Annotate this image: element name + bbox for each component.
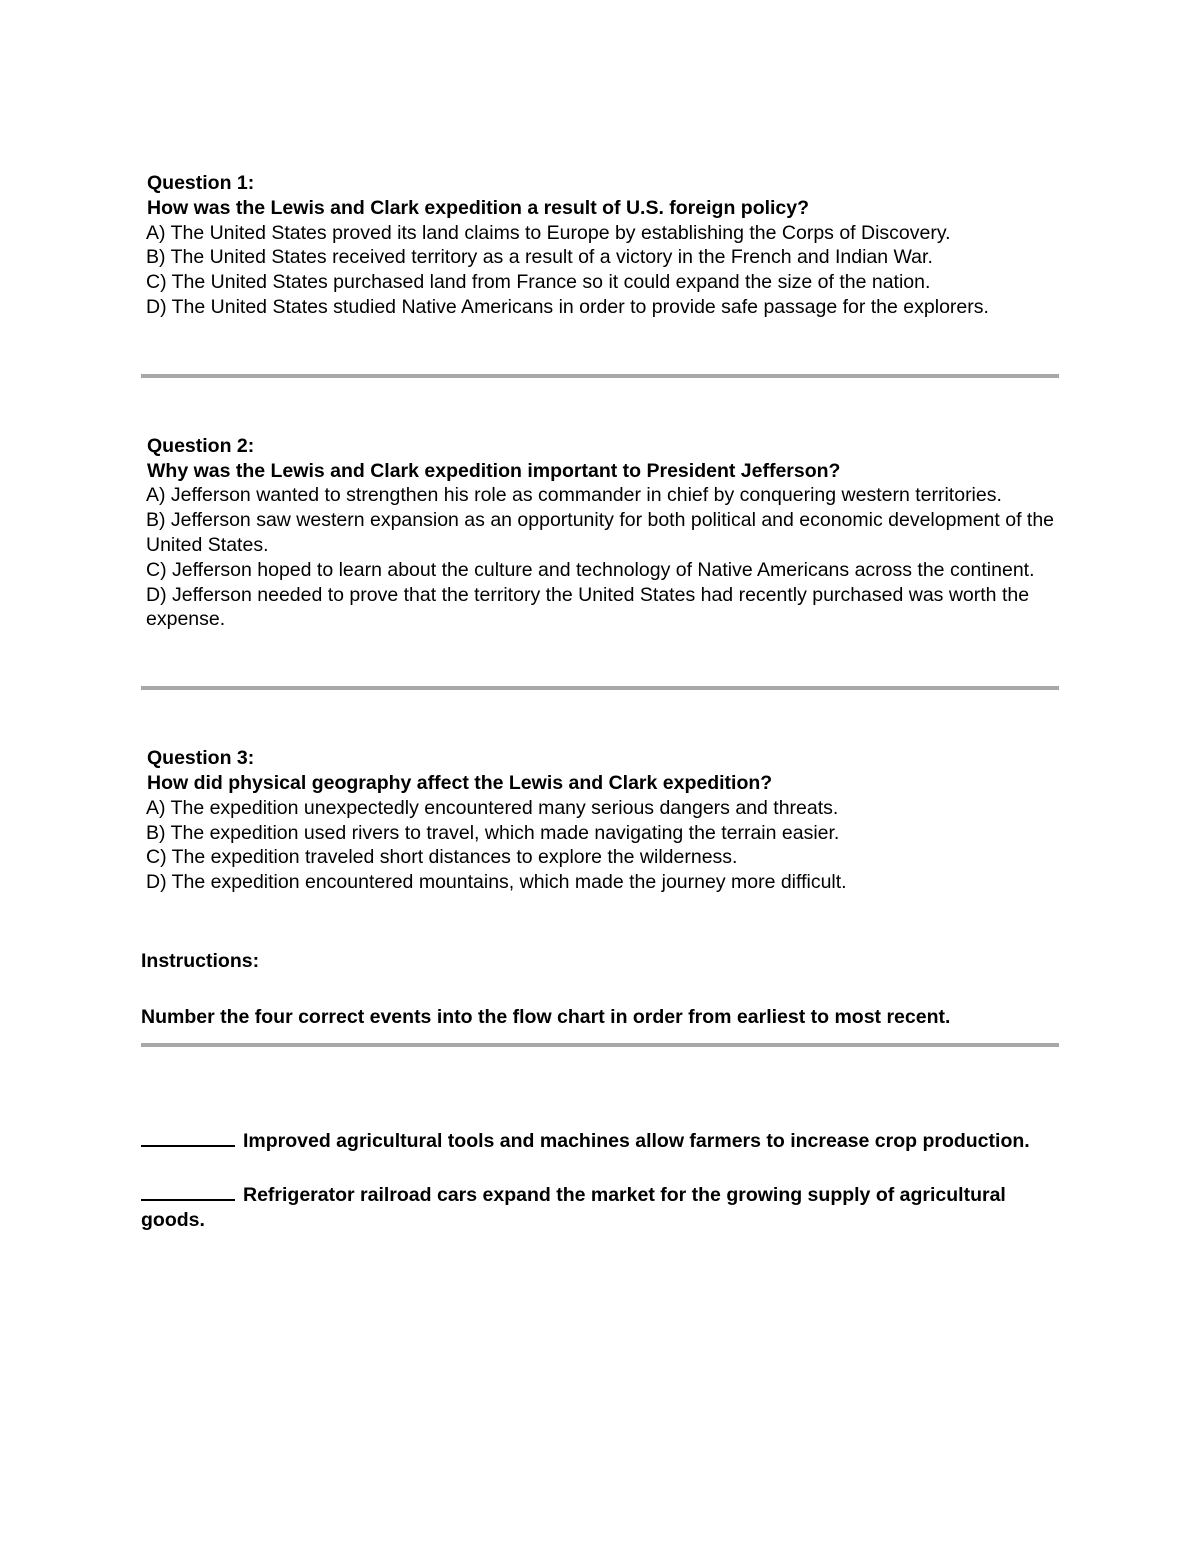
answer-option-a: A) The expedition unexpectedly encountered many serious dangers and threats.: [146, 796, 839, 819]
worksheet-page: [141, 170, 1059, 1233]
question-number: Question 3:: [147, 747, 255, 770]
section-divider: [141, 686, 1059, 690]
instructions: [141, 949, 1059, 1030]
section-divider: [141, 1043, 1059, 1047]
answer-option-d: D) The United States studied Native Americans in order to provide safe passage for the explorers.: [146, 295, 989, 318]
answer-blank[interactable]: [141, 1183, 235, 1201]
section-divider: [141, 374, 1059, 378]
answer-option-d: D) The expedition encountered mountains, which made the journey more difficult.: [146, 871, 847, 894]
answer-option-b: B) The expedition used rivers to travel, which made navigating the terrain easier.: [146, 821, 840, 844]
instructions-text: Number the four correct events into the flow chart in order from earliest to most recent.: [141, 1005, 951, 1028]
event-text: Improved agricultural tools and machines allow farmers to increase crop production.: [243, 1129, 1030, 1152]
question-text: How was the Lewis and Clark expedition a result of U.S. foreign policy?: [147, 196, 810, 219]
answer-option-a: A) Jefferson wanted to strengthen his role as commander in chief by conquering western territories.: [146, 484, 1002, 507]
answer-option-c: C) Jefferson hoped to learn about the culture and technology of Native Americans across the continent.: [146, 558, 1035, 581]
question-number: Question 2:: [147, 434, 255, 457]
event-item: [141, 1129, 1059, 1154]
question-1: [141, 171, 1059, 320]
answer-option-c: C) The expedition traveled short distances to explore the wilderness.: [146, 846, 738, 869]
event-item: [141, 1183, 1059, 1233]
answer-option-b: B) Jefferson saw western expansion as an opportunity for both political and economic development of the United States.: [146, 509, 1055, 556]
question-text: How did physical geography affect the Lewis and Clark expedition?: [147, 771, 773, 794]
answer-option-b: B) The United States received territory as a result of a victory in the French and Indian War.: [146, 246, 933, 269]
question-number: Question 1:: [147, 172, 255, 194]
instructions-heading: Instructions:: [141, 949, 260, 972]
answer-option-c: C) The United States purchased land from France so it could expand the size of the nation.: [146, 271, 931, 294]
answer-blank[interactable]: [141, 1129, 235, 1147]
question-2: [141, 434, 1059, 632]
question-3: [141, 746, 1059, 895]
question-text: Why was the Lewis and Clark expedition important to President Jefferson?: [147, 459, 841, 482]
answer-option-a: A) The United States proved its land claims to Europe by establishing the Corps of Discovery.: [146, 221, 951, 244]
event-text: Refrigerator railroad cars expand the market for the growing supply of agricultural goods.: [141, 1183, 1006, 1231]
answer-option-d: D) Jefferson needed to prove that the territory the United States had recently purchased was worth the expense.: [146, 583, 1030, 631]
